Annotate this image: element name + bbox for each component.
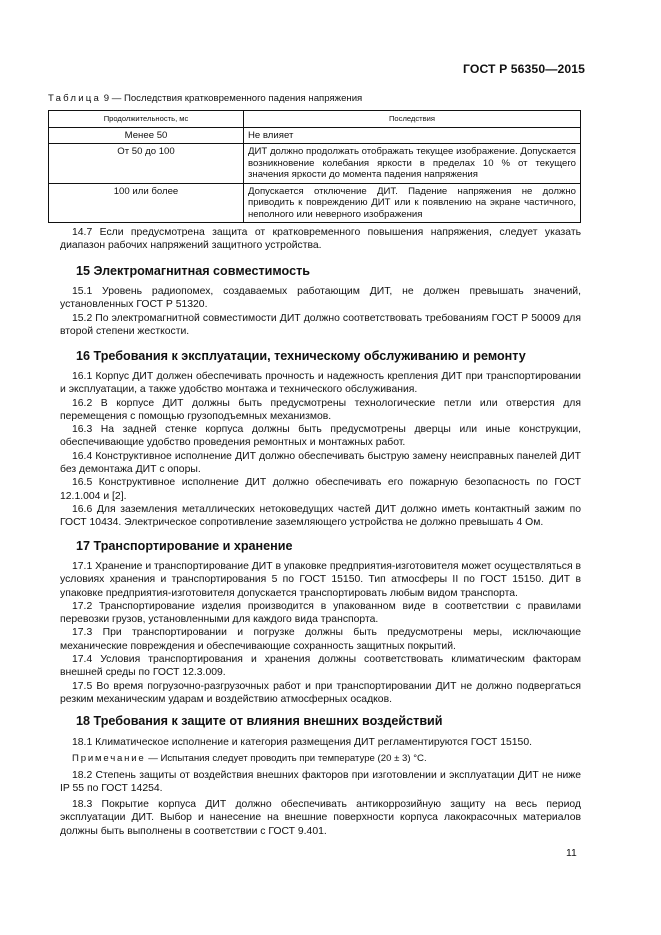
paragraph: 16.4 Конструктивное исполнение ДИТ должно обеспечивать быструю замену неисправных панелей ДИТ без демонтажа ДИТ с опоры. xyxy=(60,450,581,476)
paragraph: 16.5 Конструктивное исполнение ДИТ должно обеспечивать его пожарную безопасность по ГОСТ 12.1.004 и [2]. xyxy=(60,477,581,502)
paragraph: 17.5 Во время погрузочно-разгрузочных работ и при транспортировании ДИТ не должно подвергаться резким механическим ударам и воздействию атмосферных осадков. xyxy=(60,680,581,705)
note xyxy=(60,752,581,765)
paragraph: 15.2 По электромагнитной совместимости ДИТ должно соответствовать требованиям ГОСТ Р 50009 для второй степени жесткости. xyxy=(60,312,581,337)
section-17 xyxy=(76,540,581,553)
table-column-header: Последствия xyxy=(244,111,581,128)
table-cell-consequence: Не влияет xyxy=(244,127,581,144)
section-heading: 16 Требования к эксплуатации, техническому обслуживанию и ремонту xyxy=(76,349,526,363)
table-row xyxy=(49,127,581,144)
table-cell-consequence: Допускается отключение ДИТ. Падение напряжения не должно приводить к повреждению ДИТ или к появлению на экране частичного, неполного или неверного изображения xyxy=(244,183,581,223)
standard-header: ГОСТ Р 56350—2015 xyxy=(463,62,585,76)
page-number: 11 xyxy=(566,848,577,859)
text-block-14 xyxy=(60,226,581,253)
section-17-body xyxy=(60,560,581,706)
note-text: — Испытания следует проводить при температуре (20 ± 3) °С. xyxy=(148,753,427,765)
table-caption-prefix: Таблица xyxy=(48,93,102,104)
table-cell-duration: От 50 до 100 xyxy=(49,144,244,184)
paragraph: 14.7 Если предусмотрена защита от кратковременного повышения напряжения, следует указать диапазон рабочих напряжений защитного устройства. xyxy=(60,227,581,252)
paragraph: 16.3 На задней стенке корпуса должны быть предусмотрены дверцы или иные конструкции, обеспечивающие удобство проведения ремонтных и монтажных работ. xyxy=(60,424,581,449)
table-caption-text: 9 — Последствия кратковременного падения напряжения xyxy=(103,93,363,104)
table-cell-duration: Менее 50 xyxy=(49,127,244,144)
table-cell-consequence: ДИТ должно продолжать отображать текущее изображение. Допускается возникновение колебания яркости в пределах 10 % от текущего значения яркости до момента падения напряжения xyxy=(244,144,581,184)
section-18 xyxy=(76,715,581,728)
paragraph: 17.4 Условия транспортирования и хранения должны соответствовать климатическим факторам внешней среды по ГОСТ 12.3.009. xyxy=(60,654,581,679)
paragraph: 18.1 Климатическое исполнение и категория размещения ДИТ регламентируются ГОСТ 15150. xyxy=(72,737,533,748)
table-cell-duration: 100 или более xyxy=(49,183,244,223)
table-row xyxy=(49,183,581,223)
section-18-body xyxy=(60,736,581,838)
paragraph: 16.1 Корпус ДИТ должен обеспечивать прочность и надежность крепления ДИТ при транспортировании и эксплуатации, а также удобство монтажа и технического обслуживания. xyxy=(60,371,581,396)
table-header-row xyxy=(49,111,581,128)
table-caption xyxy=(48,93,362,104)
paragraph: 16.6 Для заземления металлических нетоковедущих частей ДИТ должно иметь контактный зажим по ГОСТ 10434. Электрическое сопротивление заземляющего устройства не должно превышать 4 Ом. xyxy=(60,503,581,529)
section-16-body xyxy=(60,370,581,530)
paragraph: 17.1 Хранение и транспортирование ДИТ в упаковке предприятия-изготовителя может осуществляться в условиях хранения и транспортирования 5 по ГОСТ 15150. Тип атмосферы II по ГОСТ 15150. ДИТ в упаковке предприятия-изготовителя допускается транспортировать любым видом транспорта. xyxy=(60,561,581,599)
section-heading: 15 Электромагнитная совместимость xyxy=(76,264,310,278)
table-row xyxy=(49,144,581,184)
paragraph: 17.2 Транспортирование изделия производится в упакованном виде в соответствии с правилами перевозки грузов, установленными для каждого вида транспорта. xyxy=(60,600,581,626)
note-label: Примечание xyxy=(72,753,146,765)
section-heading: 17 Транспортирование и хранение xyxy=(76,539,293,553)
paragraph: 18.2 Степень защиты от воздействия внешних факторов при изготовлении и эксплуатации ДИТ не ниже IP 55 по ГОСТ 14254. xyxy=(60,769,581,794)
section-16 xyxy=(76,350,581,363)
section-heading: 18 Требования к защите от влияния внешних воздействий xyxy=(76,714,443,728)
table-column-header: Продолжительность, мс xyxy=(49,111,244,128)
paragraph: 17.3 При транспортировании и погрузке должны быть предусмотрены меры, исключающие механические повреждения и обеспечивающие сохранность защитных покрытий. xyxy=(60,627,581,652)
paragraph: 16.2 В корпусе ДИТ должны быть предусмотрены технологические петли или отверстия для перемещения с помощью грузоподъемных механизмов. xyxy=(60,397,581,422)
voltage-drop-table xyxy=(48,110,581,223)
paragraph: 18.3 Покрытие корпуса ДИТ должно обеспечивать антикоррозийную защиту на весь период эксплуатации ДИТ. Выбор и нанесение на внешние поверхности корпуса лакокрасочных материалов должны быть выполнены в соответствии с ГОСТ 9.401. xyxy=(60,799,581,837)
section-15-body xyxy=(60,285,581,338)
section-15 xyxy=(76,265,581,278)
paragraph: 15.1 Уровень радиопомех, создаваемых работающим ДИТ, не должен превышать значений, установленных ГОСТ Р 51320. xyxy=(60,286,581,311)
